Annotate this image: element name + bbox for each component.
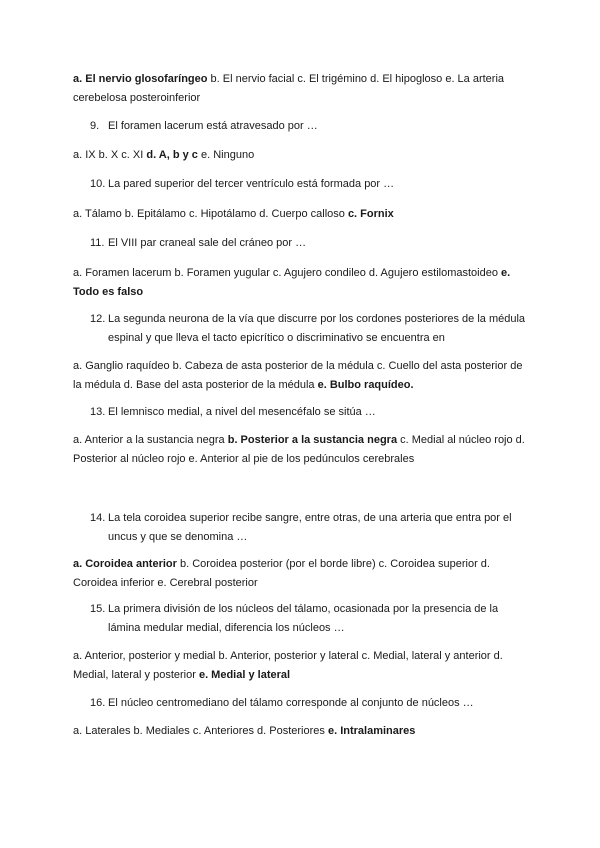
- answer-options: [73, 264, 533, 302]
- answer-text: e. Ninguno: [197, 149, 255, 161]
- answer-options: [73, 70, 533, 108]
- correct-answer: e. Medial y lateral: [198, 669, 291, 681]
- question-number: 15.: [90, 603, 106, 615]
- question-text: La pared superior del tercer ventrículo está formada por …: [108, 178, 395, 190]
- answer-options: [73, 555, 533, 593]
- answer-options: [73, 722, 533, 741]
- question-16: [90, 694, 530, 713]
- correct-answer: e. Intralaminares: [327, 725, 416, 737]
- question-text: El foramen lacerum está atravesado por …: [108, 120, 318, 132]
- question-14: [90, 509, 530, 547]
- question-text: El VIII par craneal sale del cráneo por …: [108, 237, 307, 249]
- answer-text: b. El nervio facial c. El trigémino d. El hipogloso e. La arteria cerebelosa posteroinferior: [73, 73, 505, 104]
- answer-text: a. Ganglio raquídeo b. Cabeza de asta posterior de la médula c. Cuello del asta posterior de la médula d. Base del asta posterior de la médula: [73, 360, 523, 391]
- question-number: 14.: [90, 512, 106, 524]
- answer-text: a. Foramen lacerum b. Foramen yugular c. Agujero condileo d. Agujero estilomastoideo: [73, 267, 502, 279]
- question-13: [90, 403, 530, 422]
- question-number: 9.: [90, 120, 100, 132]
- question-text: El lemnisco medial, a nivel del mesencéfalo se sitúa …: [108, 406, 376, 418]
- correct-answer: a. Coroidea anterior: [73, 558, 177, 570]
- answer-text: a. Tálamo b. Epitálamo c. Hipotálamo d. Cuerpo calloso: [73, 208, 348, 220]
- question-text: La segunda neurona de la vía que discurre por los cordones posteriores de la médula espinal y que lleva el tacto epicrítico o discriminativo se encuentra en: [108, 313, 526, 344]
- answer-text: b. Coroidea posterior (por el borde libre) c. Coroidea superior d. Coroidea inferior e. Cerebral posterior: [73, 558, 490, 589]
- answer-text: c. Medial al núcleo rojo d. Posterior al núcleo rojo e. Anterior al pie de los pedúnculos cerebrales: [73, 434, 525, 465]
- correct-answer: d. A, b y c: [146, 149, 198, 161]
- correct-answer: e. Bulbo raquídeo.: [317, 379, 414, 391]
- question-text: La tela coroidea superior recibe sangre, entre otras, de una arteria que entra por el uncus y que se denomina …: [108, 512, 512, 543]
- answer-options: [73, 647, 533, 685]
- question-number: 12.: [90, 313, 106, 325]
- question-9: [90, 117, 530, 136]
- question-10: [90, 175, 530, 194]
- question-11: [90, 234, 530, 253]
- correct-answer: a. El nervio glosofaríngeo: [73, 73, 208, 85]
- question-number: 11.: [90, 237, 105, 249]
- answer-options: [73, 205, 533, 224]
- question-15: [90, 600, 530, 638]
- answer-options: [73, 431, 533, 469]
- question-text: La primera división de los núcleos del tálamo, ocasionada por la presencia de la lámina medular medial, diferencia los núcleos …: [108, 603, 499, 634]
- answer-options: [73, 357, 533, 395]
- answer-options: [73, 146, 533, 165]
- question-12: [90, 310, 530, 348]
- correct-answer: c. Fornix: [347, 208, 394, 220]
- answer-text: a. Anterior a la sustancia negra: [73, 434, 228, 446]
- question-number: 10.: [90, 178, 106, 190]
- correct-answer: b. Posterior a la sustancia negra: [227, 434, 398, 446]
- correct-answer: e. Todo es falso: [73, 267, 511, 298]
- answer-text: a. IX b. X c. XI: [73, 149, 147, 161]
- answer-text: a. Laterales b. Mediales c. Anteriores d. Posteriores: [73, 725, 328, 737]
- question-number: 16.: [90, 697, 106, 709]
- answer-text: a. Anterior, posterior y medial b. Anterior, posterior y lateral c. Medial, lateral y anterior d. Medial, lateral y posterior: [73, 650, 503, 681]
- question-text: El núcleo centromediano del tálamo corresponde al conjunto de núcleos …: [108, 697, 474, 709]
- question-number: 13.: [90, 406, 106, 418]
